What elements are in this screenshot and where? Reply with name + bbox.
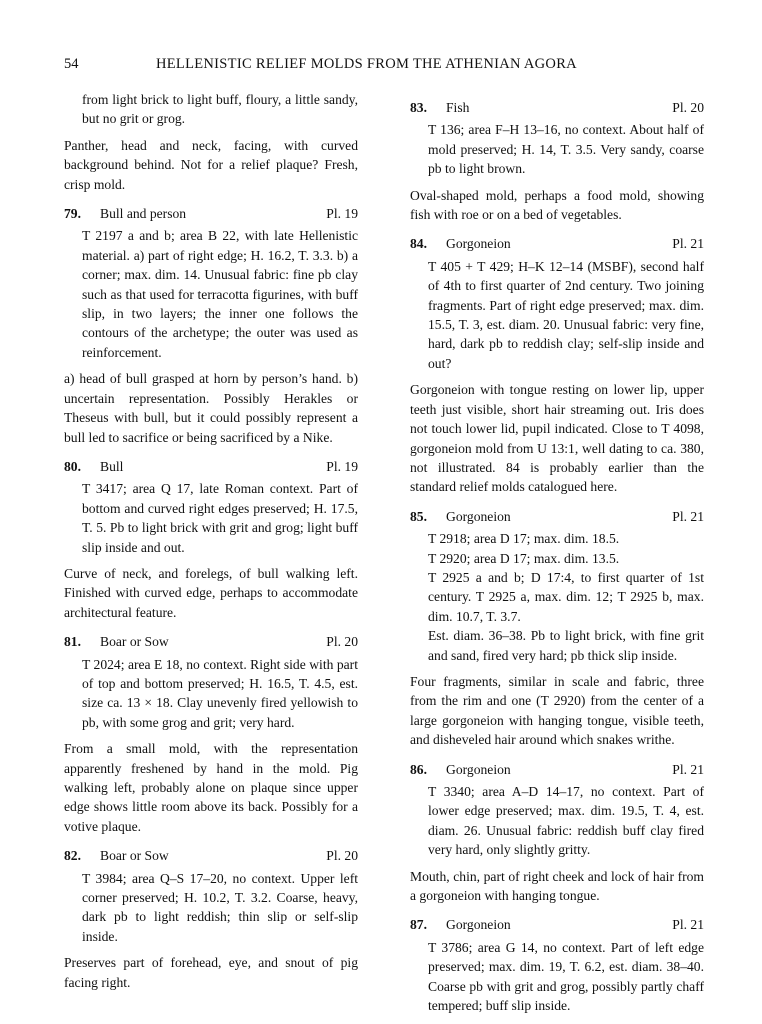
catalog-entry: [410, 507, 704, 750]
detail-paragraph: T 2197 a and b; area B 22, with late Hellenistic material. a) part of right edge; H. 16.2, T. 3.3. b) a corner; max. dim. 14. Unusual fabric: fine pb clay such as that used for terracotta figurines, with buff slip, in two layers; the inner one follows the contours of the archetype; the outer was used as reinforcement.: [82, 228, 358, 360]
catalog-entry: [64, 846, 358, 992]
detail-paragraph: T 3417; area Q 17, late Roman context. Part of bottom and curved right edges preserved; H. 17.5, T. 5. Pb to light brick with grit and grog; light buff slip inside and out.: [82, 481, 358, 555]
entry-details: [64, 655, 358, 733]
running-title: HELLENISTIC RELIEF MOLDS FROM THE ATHENIAN AGORA: [156, 56, 577, 72]
entry-title: Gorgoneion: [446, 236, 511, 252]
entry-heading: [64, 846, 358, 865]
entry-description: Four fragments, similar in scale and fabric, three from the rim and one (T 2920) from the center of a large gorgoneion with hanging tongue, visible teeth, and disheveled hair around which snakes writhe.: [410, 673, 704, 748]
entry-description: Gorgoneion with tongue resting on lower lip, upper teeth just visible, short hair streaming out. Iris does not touch lower lid, pupil indicated. Close to T 4098, gorgoneion mold from U 13:1, well dating to ca. 380, not illustrated. 84 is probably earlier than the standard relief molds catalogued here.: [410, 382, 704, 495]
entry-details: [64, 226, 358, 362]
plate-reference: Pl. 19: [326, 458, 358, 474]
entry-description: Preserves part of forehead, eye, and snout of pig facing right.: [64, 955, 358, 990]
continuation-detail: from light brick to light buff, floury, a little sandy, but no grit or grog.: [82, 92, 358, 127]
entry-number: 82.: [64, 848, 81, 864]
entry-number: 79.: [64, 206, 81, 222]
entry-heading: [410, 760, 704, 779]
left-column: [64, 90, 358, 1002]
catalog-entry: [64, 204, 358, 447]
entry-heading: [410, 915, 704, 934]
entry-number: 85.: [410, 508, 427, 524]
catalog-entry: [64, 457, 358, 622]
entry-title: Gorgoneion: [446, 761, 511, 777]
entry-heading: [410, 98, 704, 117]
plate-reference: Pl. 19: [326, 206, 358, 222]
entry-title: Fish: [446, 100, 470, 115]
detail-paragraph: T 3340; area A–D 14–17, no context. Part of lower edge preserved; max. dim. 19.5, T. 4, est. diam. 26. Unusual fabric: reddish buff clay fired very hard, only slightly gritty.: [428, 784, 704, 858]
entry-details: [410, 782, 704, 860]
left-entries: [64, 204, 358, 992]
page-header: [64, 56, 704, 76]
plate-reference: Pl. 20: [326, 848, 358, 864]
detail-paragraph: T 2024; area E 18, no context. Right side with part of top and bottom preserved; H. 16.5, T. 4.5, est. size ca. 13 × 18. Clay unevenly fired yellowish to pb, with some grog and grit; very hard.: [82, 656, 358, 730]
entry-number: 84.: [410, 236, 427, 252]
catalog-entry: [410, 234, 704, 496]
entry-heading: [64, 632, 358, 651]
plate-reference: Pl. 20: [326, 634, 358, 650]
entry-number: 80.: [64, 458, 81, 474]
plate-reference: Pl. 21: [672, 508, 704, 524]
entry-number: 86.: [410, 761, 427, 777]
continuation-description: Panther, head and neck, facing, with curved background behind. Not for a relief plaque? Fresh, crisp mold.: [64, 137, 358, 192]
entry-heading: [64, 457, 358, 476]
detail-paragraph: T 136; area F–H 13–16, no context. About half of mold preserved; H. 14, T. 3.5. Very sandy, coarse pb to light brown.: [428, 122, 704, 177]
entry-description: Mouth, chin, part of right cheek and lock of hair from a gorgoneion with hanging tongue.: [410, 868, 704, 904]
entry-details: [64, 869, 358, 947]
entry-description: Oval-shaped mold, perhaps a food mold, showing fish with roe or on a bed of vegetables.: [410, 187, 704, 223]
entry-title: Bull: [100, 458, 124, 474]
detail-paragraph: Est. diam. 36–38. Pb to light brick, with fine grit and sand, fired very hard; pb thick slip inside.: [428, 628, 704, 663]
entry-title: Bull and person: [100, 206, 187, 222]
entry-details: [410, 938, 704, 1016]
detail-paragraph: T 2918; area D 17; max. dim. 18.5.: [428, 531, 620, 547]
catalog-entry: [410, 760, 704, 906]
entry-title: Gorgoneion: [446, 508, 511, 524]
entry-description: From a small mold, with the representation apparently freshened by hand in the mold. Pig walking left, probably alone on plaque since upper edge shows little room above its back. Possibly for a votive plaque.: [64, 741, 358, 834]
entry-description: a) head of bull grasped at horn by person’s hand. b) uncertain representation. Possibly Herakles or Theseus with bull, but it could possibly represent a bull led to sacrifice or being sacrificed by a Nike.: [64, 371, 358, 445]
entry-number: 83.: [410, 100, 427, 115]
plate-reference: Pl. 21: [672, 917, 704, 933]
entry-details: [410, 257, 704, 373]
entry-title: Gorgoneion: [446, 917, 511, 933]
entry-details: [64, 479, 358, 557]
detail-paragraph: T 2925 a and b; D 17:4, to first quarter of 1st century. T 2925 a, max. dim. 12; T 2925 b, max. dim. 10.7, T. 3.7.: [428, 569, 704, 624]
detail-paragraph: T 3984; area Q–S 17–20, no context. Upper left corner preserved; H. 10.2, T. 3.2. Coarse, heavy, dark pb to light reddish; thin slip or self-slip inside.: [82, 870, 358, 944]
plate-reference: Pl. 21: [672, 761, 704, 777]
entry-description: Curve of neck, and forelegs, of bull walking left. Finished with curved edge, perhaps to accommodate architectural feature.: [64, 565, 358, 620]
catalog-entry: [64, 632, 358, 836]
detail-paragraph: T 2920; area D 17; max. dim. 13.5.: [428, 550, 620, 566]
detail-paragraph: T 3786; area G 14, no context. Part of left edge preserved; max. dim. 19, T. 6.2, est. diam. 38–40. Coarse pb with grit and grog, possibly partly chaff tempered; buff slip inside.: [428, 939, 704, 1014]
entry-heading: [410, 234, 704, 253]
entry-heading: [64, 204, 358, 223]
entry-details: [410, 120, 704, 178]
entry-heading: [410, 507, 704, 526]
catalog-entry: [410, 915, 704, 1015]
entry-title: Boar or Sow: [100, 634, 169, 650]
entry-number: 87.: [410, 917, 427, 933]
right-column: [410, 90, 704, 1015]
detail-paragraph: T 405 + T 429; H–K 12–14 (MSBF), second half of 4th to first quarter of 2nd century. Two joining fragments. Part of right edge preserved; max. dim. 15.5, T. 3, est. diam. 20. Unusual fabric: very fine, hard, dark pb to reddish clay; self-slip inside and out?: [428, 258, 704, 371]
entry-number: 81.: [64, 634, 81, 650]
entry-details: [410, 529, 704, 665]
catalog-entry: [410, 98, 704, 224]
entry-title: Boar or Sow: [100, 848, 169, 864]
plate-reference: Pl. 20: [672, 100, 704, 115]
page-number: 54: [64, 56, 79, 72]
right-entries: [410, 98, 704, 1015]
plate-reference: Pl. 21: [672, 236, 704, 252]
